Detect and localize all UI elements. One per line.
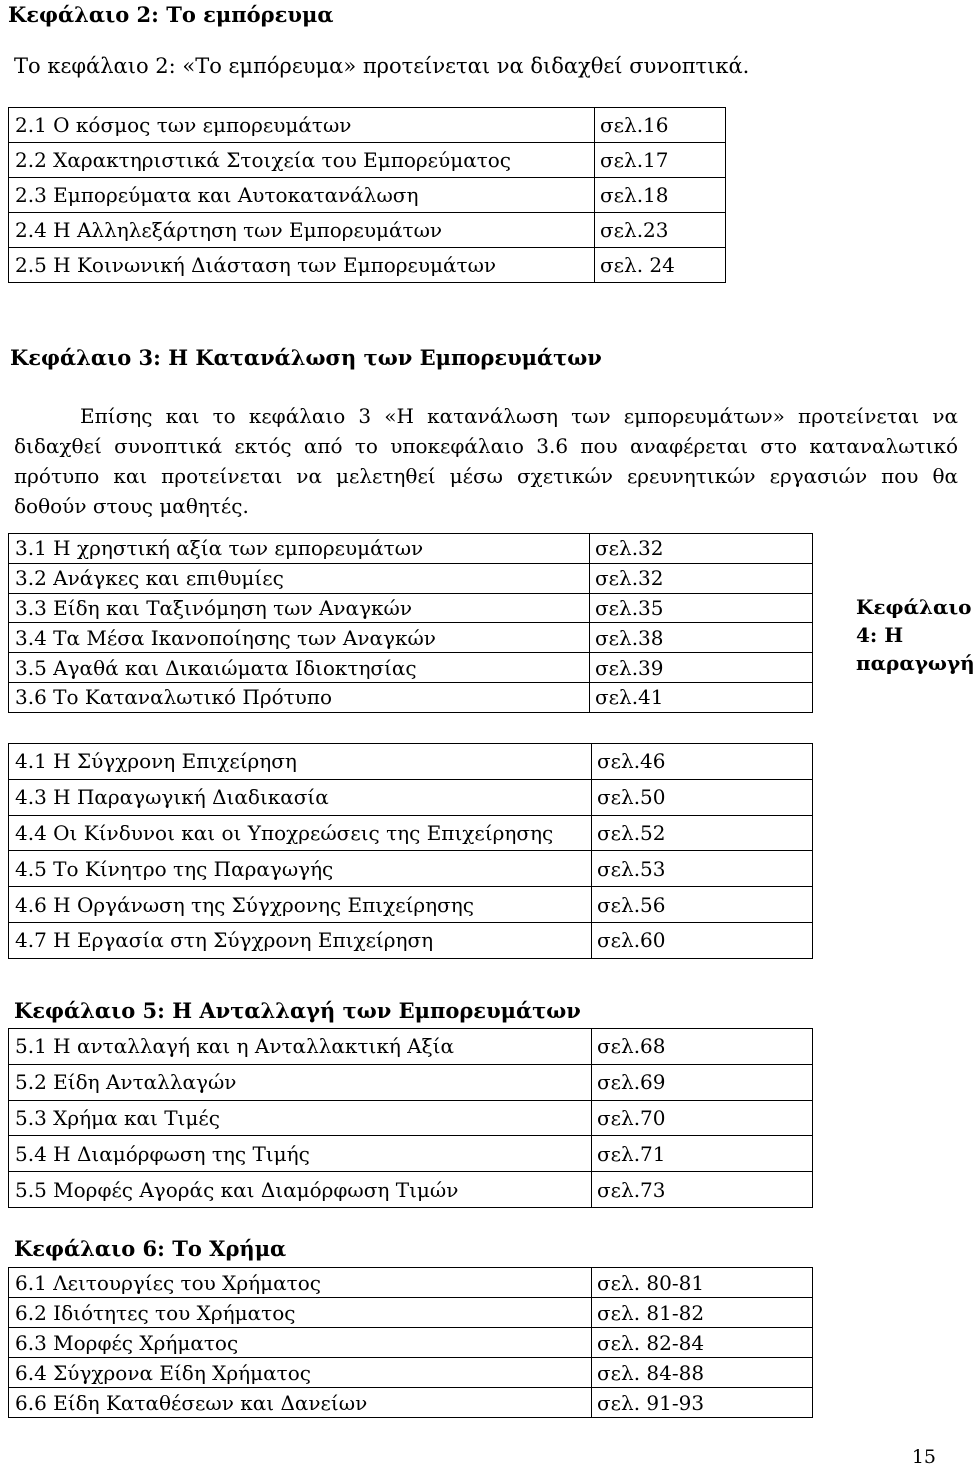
section-title: 4.3 Η Παραγωγική Διαδικασία	[9, 779, 592, 815]
section-page: σελ.32	[590, 563, 813, 593]
table-row	[9, 1358, 813, 1388]
table-row	[9, 1064, 813, 1100]
section-page: σελ.50	[592, 779, 813, 815]
section-page: σελ.23	[595, 213, 726, 248]
section-title: 3.4 Τα Μέσα Ικανοποίησης των Αναγκών	[9, 623, 590, 653]
table-row	[9, 534, 813, 564]
section-page: σελ.73	[592, 1172, 813, 1208]
table-row	[9, 143, 726, 178]
section-title: 6.2 Ιδιότητες του Χρήματος	[9, 1298, 592, 1328]
section-title: 6.1 Λειτουργίες του Χρήματος	[9, 1268, 592, 1298]
section-page: σελ. 81-82	[592, 1298, 813, 1328]
table-row	[9, 815, 813, 851]
table-row	[9, 682, 813, 712]
chapter-3-title: Κεφάλαιο 3: Η Κατανάλωση των Εμπορευμάτων	[10, 345, 602, 370]
section-page: σελ.39	[590, 653, 813, 683]
table-row	[9, 922, 813, 958]
section-page: σελ.18	[595, 178, 726, 213]
section-title: 5.2 Είδη Ανταλλαγών	[9, 1064, 592, 1100]
section-page: σελ.52	[592, 815, 813, 851]
section-page: σελ.41	[590, 682, 813, 712]
table-row	[9, 1172, 813, 1208]
chapter-6-table	[8, 1267, 813, 1418]
section-title: 2.1 Ο κόσμος των εμπορευμάτων	[9, 108, 595, 143]
table-row	[9, 1029, 813, 1065]
chapter-2-intro: Το κεφάλαιο 2: «Το εμπόρευμα» προτείνεται να διδαχθεί συνοπτικά.	[14, 54, 750, 78]
table-row	[9, 1328, 813, 1358]
section-title: 4.4 Οι Κίνδυνοι και οι Υποχρεώσεις της Επιχείρησης	[9, 815, 592, 851]
section-page: σελ.70	[592, 1100, 813, 1136]
section-page: σελ.16	[595, 108, 726, 143]
section-title: 3.1 Η χρηστική αξία των εμπορευμάτων	[9, 534, 590, 564]
chapter-5-title: Κεφάλαιο 5: Η Ανταλλαγή των Εμπορευμάτων	[14, 998, 581, 1023]
section-page: σελ.35	[590, 593, 813, 623]
section-page: σελ. 80-81	[592, 1268, 813, 1298]
section-page: σελ.69	[592, 1064, 813, 1100]
section-title: 3.5 Αγαθά και Δικαιώματα Ιδιοκτησίας	[9, 653, 590, 683]
section-page: σελ.38	[590, 623, 813, 653]
section-page: σελ. 84-88	[592, 1358, 813, 1388]
section-title: 5.5 Μορφές Αγοράς και Διαμόρφωση Τιμών	[9, 1172, 592, 1208]
section-title: 4.5 Το Κίνητρο της Παραγωγής	[9, 851, 592, 887]
section-title: 3.2 Ανάγκες και επιθυμίες	[9, 563, 590, 593]
section-page: σελ. 24	[595, 248, 726, 283]
section-title: 6.3 Μορφές Χρήματος	[9, 1328, 592, 1358]
section-page: σελ.71	[592, 1136, 813, 1172]
table-row	[9, 248, 726, 283]
table-row	[9, 653, 813, 683]
table-row	[9, 887, 813, 923]
section-page: σελ.60	[592, 922, 813, 958]
section-title: 5.3 Χρήμα και Τιμές	[9, 1100, 592, 1136]
table-row	[9, 178, 726, 213]
table-row	[9, 1388, 813, 1418]
section-title: 6.4 Σύγχρονα Είδη Χρήματος	[9, 1358, 592, 1388]
section-page: σελ.56	[592, 887, 813, 923]
section-page: σελ. 82-84	[592, 1328, 813, 1358]
section-title: 4.6 Η Οργάνωση της Σύγχρονης Επιχείρησης	[9, 887, 592, 923]
table-row	[9, 851, 813, 887]
chapter-3-table	[8, 533, 813, 713]
section-title: 3.6 Το Καταναλωτικό Πρότυπο	[9, 682, 590, 712]
section-title: 4.1 Η Σύγχρονη Επιχείρηση	[9, 744, 592, 780]
section-title: 2.3 Εμπορεύματα και Αυτοκατανάλωση	[9, 178, 595, 213]
table-row	[9, 1268, 813, 1298]
page-number: 15	[911, 1446, 936, 1468]
chapter-5-table	[8, 1028, 813, 1208]
table-row	[9, 1136, 813, 1172]
section-page: σελ.32	[590, 534, 813, 564]
chapter-2-table	[8, 107, 726, 283]
table-row	[9, 108, 726, 143]
section-title: 5.4 Η Διαμόρφωση της Τιμής	[9, 1136, 592, 1172]
section-title: 3.3 Είδη και Ταξινόμηση των Αναγκών	[9, 593, 590, 623]
section-page: σελ.53	[592, 851, 813, 887]
section-page: σελ.68	[592, 1029, 813, 1065]
chapter-2-title: Κεφάλαιο 2: Το εμπόρευμα	[8, 2, 334, 27]
section-page: σελ.17	[595, 143, 726, 178]
section-title: 6.6 Είδη Καταθέσεων και Δανείων	[9, 1388, 592, 1418]
section-title: 4.7 Η Εργασία στη Σύγχρονη Επιχείρηση	[9, 922, 592, 958]
section-title: 2.5 Η Κοινωνική Διάσταση των Εμπορευμάτων	[9, 248, 595, 283]
table-row	[9, 1100, 813, 1136]
table-row	[9, 623, 813, 653]
section-title: 5.1 Η ανταλλαγή και η Ανταλλακτική Αξία	[9, 1029, 592, 1065]
table-row	[9, 1298, 813, 1328]
table-row	[9, 593, 813, 623]
chapter-4-table	[8, 743, 813, 959]
chapter-4-title: Κεφάλαιο 4: Η παραγωγή	[856, 595, 975, 675]
section-title: 2.4 Η Αλληλεξάρτηση των Εμπορευμάτων	[9, 213, 595, 248]
section-page: σελ.46	[592, 744, 813, 780]
section-title: 2.2 Χαρακτηριστικά Στοιχεία του Εμπορεύματος	[9, 143, 595, 178]
section-page: σελ. 91-93	[592, 1388, 813, 1418]
chapter-3-paragraph: Επίσης και το κεφάλαιο 3 «Η κατανάλωση των εμπορευμάτων» προτείνεται να διδαχθεί συνοπτικά εκτός από το υποκεφάλαιο 3.6 που αναφέρεται στο καταναλωτικό πρότυπο και προτείνεται να μελετηθεί μέσω σχετικών ερευνητικών εργασιών που θα δοθούν στους μαθητές.	[14, 404, 958, 518]
table-row	[9, 213, 726, 248]
table-row	[9, 744, 813, 780]
table-row	[9, 563, 813, 593]
table-row	[9, 779, 813, 815]
chapter-6-title: Κεφάλαιο 6: Το Χρήμα	[14, 1236, 287, 1261]
